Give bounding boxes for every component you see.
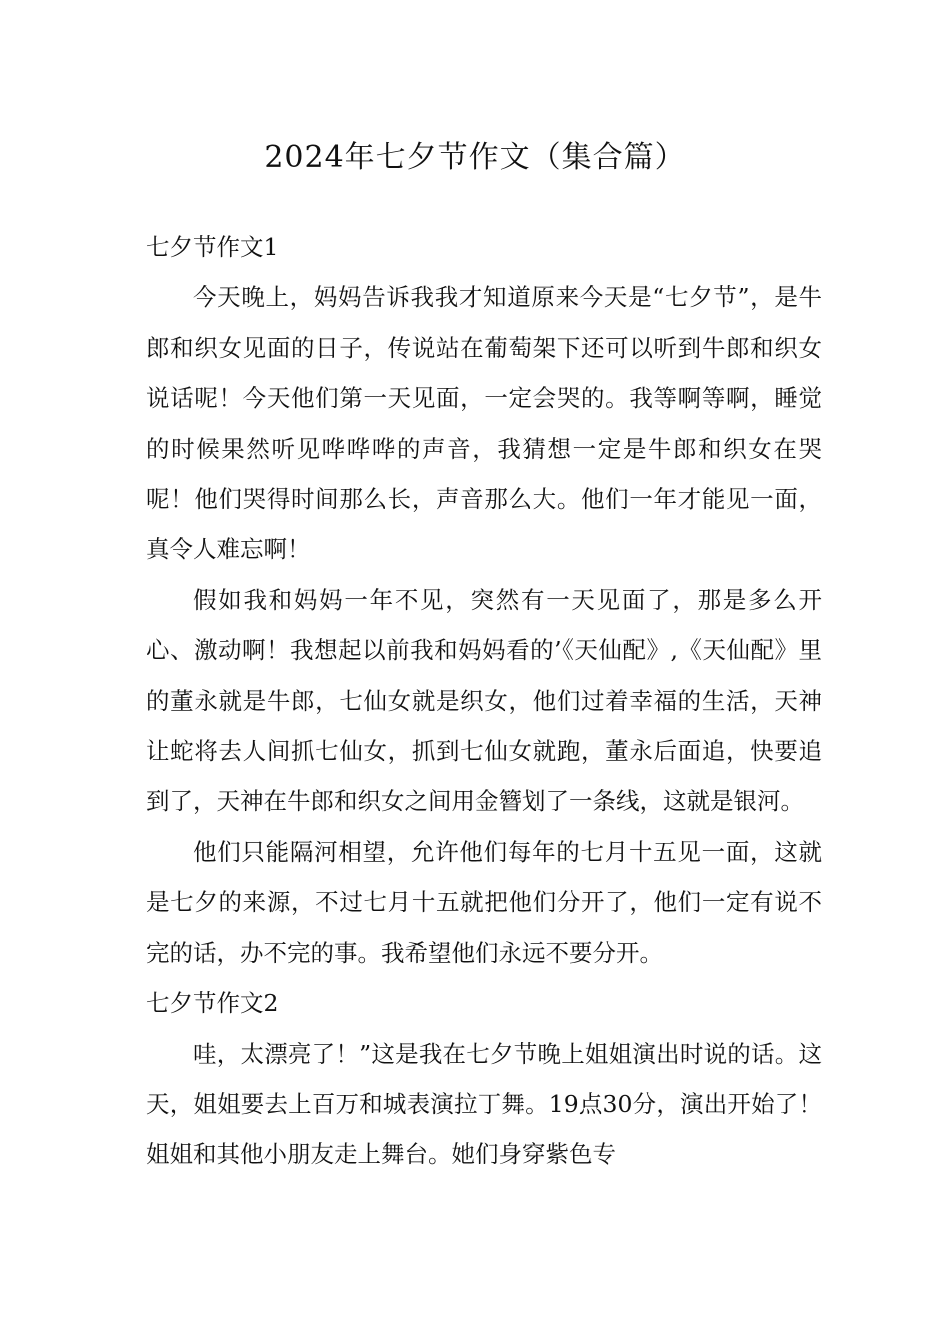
section-heading: 七夕节作文1 <box>146 233 279 261</box>
section-heading: 七夕节作文2 <box>146 989 279 1018</box>
document-body <box>146 222 822 1180</box>
paragraph: 哇，太漂亮了！”这是我在七夕节晚上姐姐演出时说的话。这天，姐姐要去上百万和城表演拉丁舞。19点30分，演出开始了！姐姐和其他小朋友走上舞台。她们身穿紫色专 <box>146 1039 822 1169</box>
paragraph: 假如我和妈妈一年不见，突然有一天见面了，那是多么开心、激动啊！我想起以前我和妈妈看的’《天仙配》,《天仙配》里的董永就是牛郎，七仙女就是织女，他们过着幸福的生活，天神让蛇将去人间抓七仙女，抓到七仙女就跑，董永后面追，快要追到了，天神在牛郎和织女之间用金簪划了一条线，这就是银河。 <box>146 585 822 816</box>
document-title: 2024年七夕节作文（集合篇） <box>264 140 686 175</box>
paragraph: 今天晚上，妈妈告诉我我才知道原来今天是“七夕节”，是牛郎和织女见面的日子，传说站在葡萄架下还可以听到牛郎和织女说话呢！今天他们第一天见面，一定会哭的。我等啊等啊，睡觉的时候果然听见哗哗哗的声音，我猜想一定是牛郎和织女在哭呢！他们哭得时间那么长，声音那么大。他们一年才能见一面，真令人难忘啊！ <box>146 283 822 564</box>
paragraph: 他们只能隔河相望，允许他们每年的七月十五见一面，这就是七夕的来源，不过七月十五就把他们分开了，他们一定有说不完的话，办不完的事。我希望他们永远不要分开。 <box>146 837 822 967</box>
